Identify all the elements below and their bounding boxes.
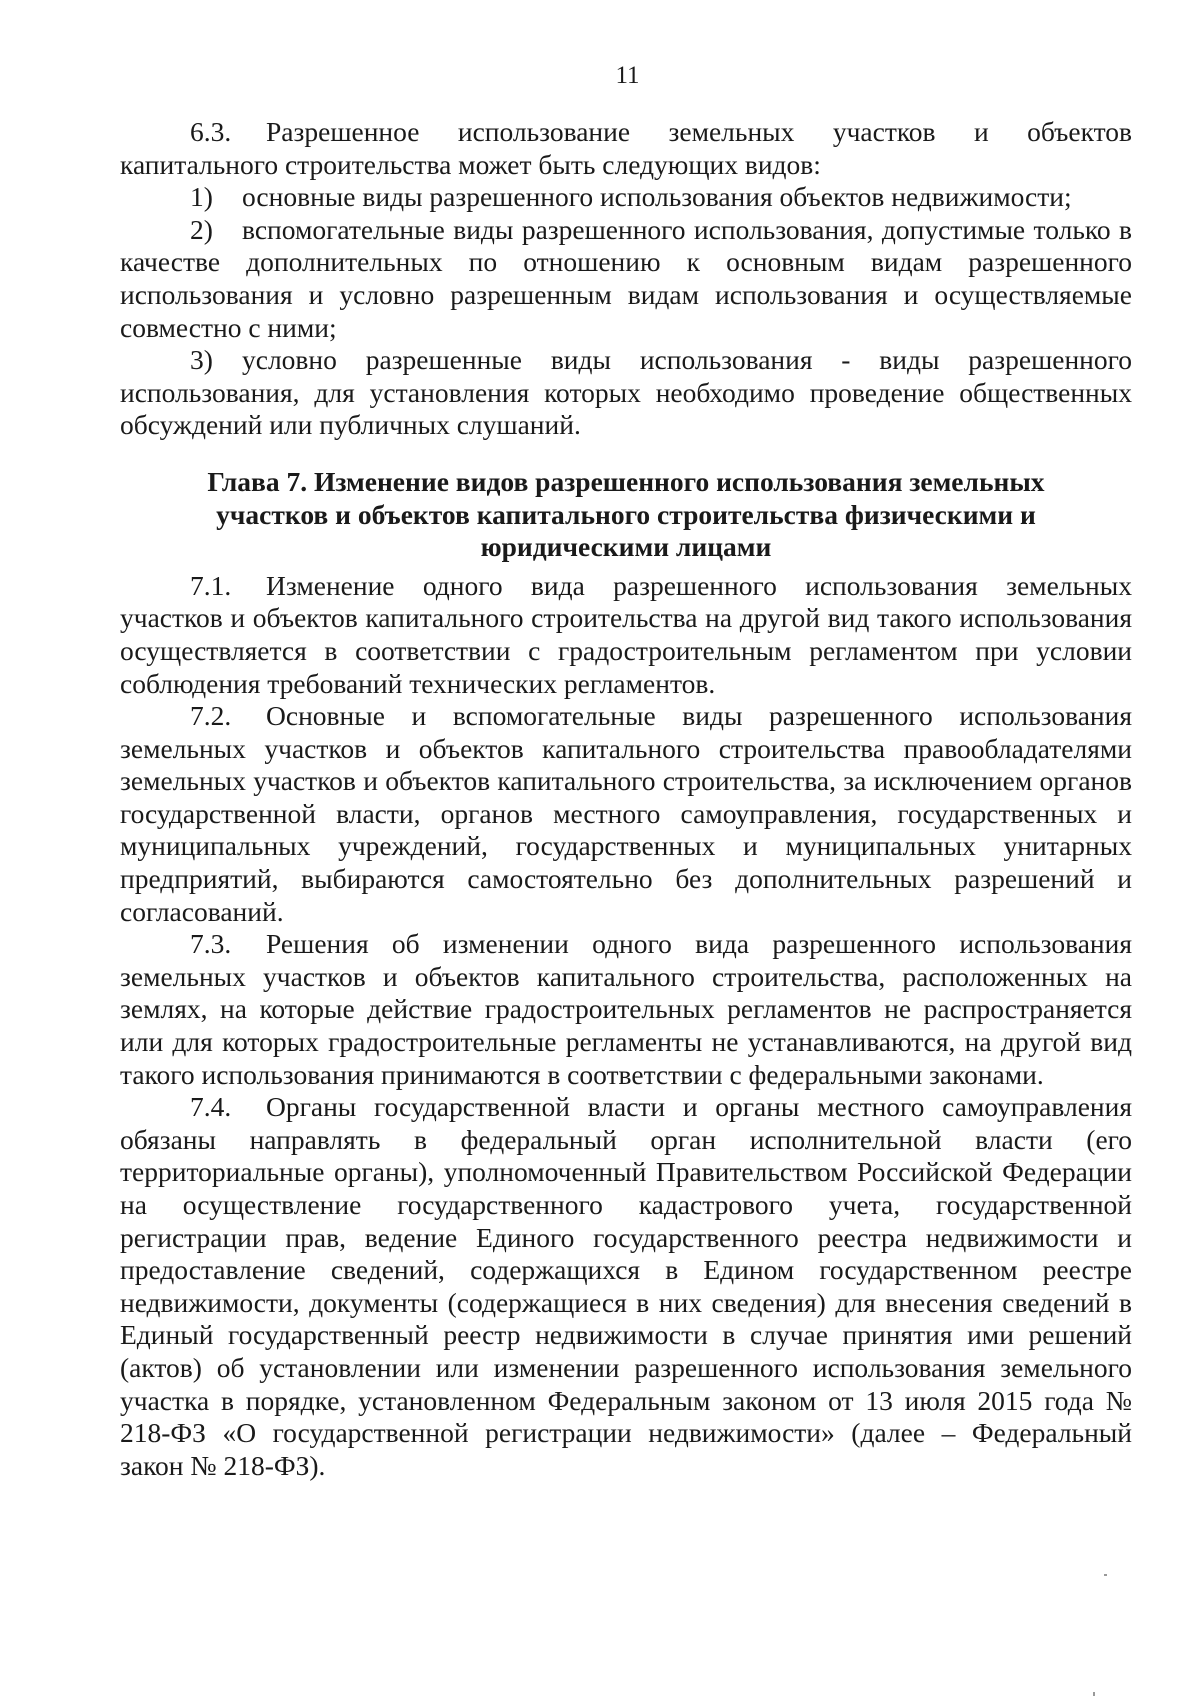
paragraph-number: 7.1. <box>190 569 232 601</box>
paragraph-number: 7.3. <box>190 928 232 960</box>
list-item-text: основные виды разрешенного использования объектов недвижимости; <box>242 181 1072 213</box>
list-item-text: вспомогательные виды разрешенного использования, допустимые только в качестве дополнительных по отношению к основным видам разрешенного использования и условно разрешенным видам использования и осуществляемые совместно с ними; <box>120 213 1132 343</box>
paragraph-text: Разрешенное использование земельных участков и объектов капитального строительства может быть следующих видов: <box>120 116 1132 180</box>
paragraph-number: 7.4. <box>190 1091 232 1123</box>
paragraph-number: 6.3. <box>190 116 232 147</box>
chapter-heading-line-2: участков и объектов капитального строительства физическими и <box>216 498 1036 530</box>
paragraph-6-3 <box>120 116 1132 181</box>
paragraph-7-1 <box>120 570 1132 700</box>
chapter-heading-line-1: Глава 7. Изменение видов разрешенного использования земельных <box>207 465 1045 497</box>
paragraph-text: Органы государственной власти и органы местного самоуправления обязаны направлять в федеральный орган исполнительной власти (его территориальные органы), уполномоченный Правительством Российской Федерации на осуществление государственного кадастрового учета, государственной регистрации прав, ведение Единого государственного реестра недвижимости и предоставление сведений, содержащихся в Едином государственном реестре недвижимости, документы (содержащиеся в них сведения) для внесения сведений в Единый государственный реестр недвижимости в случае принятия ими решений (актов) об установлении или изменении разрешенного использования земельного участка в порядке, установленном Федеральным законом от 13 июля 2015 года № 218-ФЗ «О государственной регистрации недвижимости» (далее – Федеральный закон № 218-ФЗ). <box>120 1091 1132 1481</box>
chapter-heading-line-3: юридическими лицами <box>480 531 772 563</box>
paragraph-text: Основные и вспомогательные виды разрешенного использования земельных участков и объектов капитального строительства правообладателями земельных участков и объектов капитального строительства, за исключением органов государственной власти, органов местного самоуправления, государственных и муниципальных учреждений, государственных и муниципальных унитарных предприятий, выбираются самостоятельно без дополнительных разрешений и согласований. <box>120 700 1132 927</box>
paragraph-7-4 <box>120 1091 1132 1482</box>
paragraph-text: Изменение одного вида разрешенного использования земельных участков и объектов капитального строительства на другой вид такого использования осуществляется в соответствии с градостроительным регламентом при условии соблюдения требований технических регламентов. <box>120 569 1132 699</box>
paragraph-text: Решения об изменении одного вида разрешенного использования земельных участков и объектов капитального строительства, расположенных на землях, на которые действие градостроительных регламентов не распространяется или для которых градостроительные регламенты не устанавливаются, на другой вид такого использования принимаются в соответствии с федеральными законами. <box>120 928 1132 1090</box>
chapter-heading <box>120 466 1132 564</box>
list-item-number: 3) <box>190 344 213 376</box>
list-item-number: 1) <box>190 181 213 213</box>
list-item-2 <box>120 214 1132 344</box>
page-number: 11 <box>615 62 640 89</box>
list-item-3 <box>120 344 1132 442</box>
scan-artifact <box>1093 1692 1095 1696</box>
paragraph-7-3 <box>120 928 1132 1091</box>
document-body <box>120 116 1132 1482</box>
list-item-text: условно разрешенные виды использования - виды разрешенного использования, для установления которых необходимо проведение общественных обсуждений или публичных слушаний. <box>120 344 1132 441</box>
list-item-number: 2) <box>190 213 213 245</box>
paragraph-7-2 <box>120 700 1132 928</box>
scan-artifact <box>1104 1574 1107 1576</box>
paragraph-number: 7.2. <box>190 700 232 732</box>
list-item-1 <box>120 181 1132 214</box>
